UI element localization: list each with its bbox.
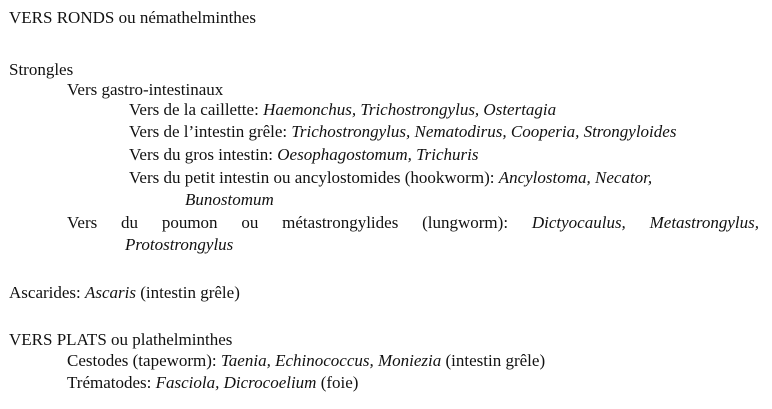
item-taxa: Ancylostoma, Necator, xyxy=(498,168,653,187)
list-item-petit-intestin xyxy=(129,168,652,188)
item-taxa: Oesophagostomum, Trichuris xyxy=(277,145,479,164)
item-taxa-continuation: Bunostomum xyxy=(185,190,274,209)
heading-flat-worms xyxy=(9,330,232,350)
item-label: Vers du gros intestin: xyxy=(129,145,278,164)
heading-flat-worms-text: VERS PLATS ou plathelminthes xyxy=(9,330,233,349)
item-taxa: Fasciola, Dicrocoelium xyxy=(155,373,317,392)
item-label: Cestodes (tapeworm): xyxy=(67,351,221,370)
list-item-caillette xyxy=(129,100,556,120)
gastro-title: Vers gastro-intestinaux xyxy=(67,80,224,99)
item-label: Trématodes: xyxy=(67,373,156,392)
list-item-poumon xyxy=(67,213,759,233)
item-taxa: Taenia, Echinococcus, Moniezia xyxy=(220,351,442,370)
item-label: Vers du poumon ou métastrongylides (lungworm): xyxy=(67,213,532,232)
item-suffix: (intestin grêle) xyxy=(136,283,240,302)
heading-round-worms-text: VERS RONDS ou némathelminthes xyxy=(9,8,256,27)
item-suffix: (intestin grêle) xyxy=(441,351,546,370)
heading-round-worms xyxy=(9,8,256,28)
list-item-petit-intestin-continuation xyxy=(185,190,274,210)
heading-strongyles xyxy=(9,60,73,80)
list-item-gros-intestin xyxy=(129,145,478,165)
item-suffix: (foie) xyxy=(316,373,359,392)
item-taxa-continuation: Protostrongylus xyxy=(125,235,234,254)
item-taxa: Ascaris xyxy=(85,283,137,302)
item-label: Vers de la caillette: xyxy=(129,100,264,119)
item-taxa: Dictyocaulus, Metastrongylus, xyxy=(531,213,760,232)
list-item-trematodes xyxy=(67,373,358,393)
ascarides-line xyxy=(9,283,240,303)
list-item-poumon-continuation xyxy=(125,235,233,255)
strongyles-title: Strongles xyxy=(9,60,74,79)
item-label: Vers de l’intestin grêle: xyxy=(129,122,292,141)
item-taxa: Haemonchus, Trichostrongylus, Ostertagia xyxy=(263,100,557,119)
item-taxa: Trichostrongylus, Nematodirus, Cooperia, Strongyloides xyxy=(291,122,677,141)
item-label: Ascarides: xyxy=(9,283,86,302)
item-label: Vers du petit intestin ou ancylostomides (hookworm): xyxy=(129,168,499,187)
list-item-intestin-grele xyxy=(129,122,676,142)
gastro-intestinal-heading xyxy=(67,80,223,100)
list-item-cestodes xyxy=(67,351,545,371)
